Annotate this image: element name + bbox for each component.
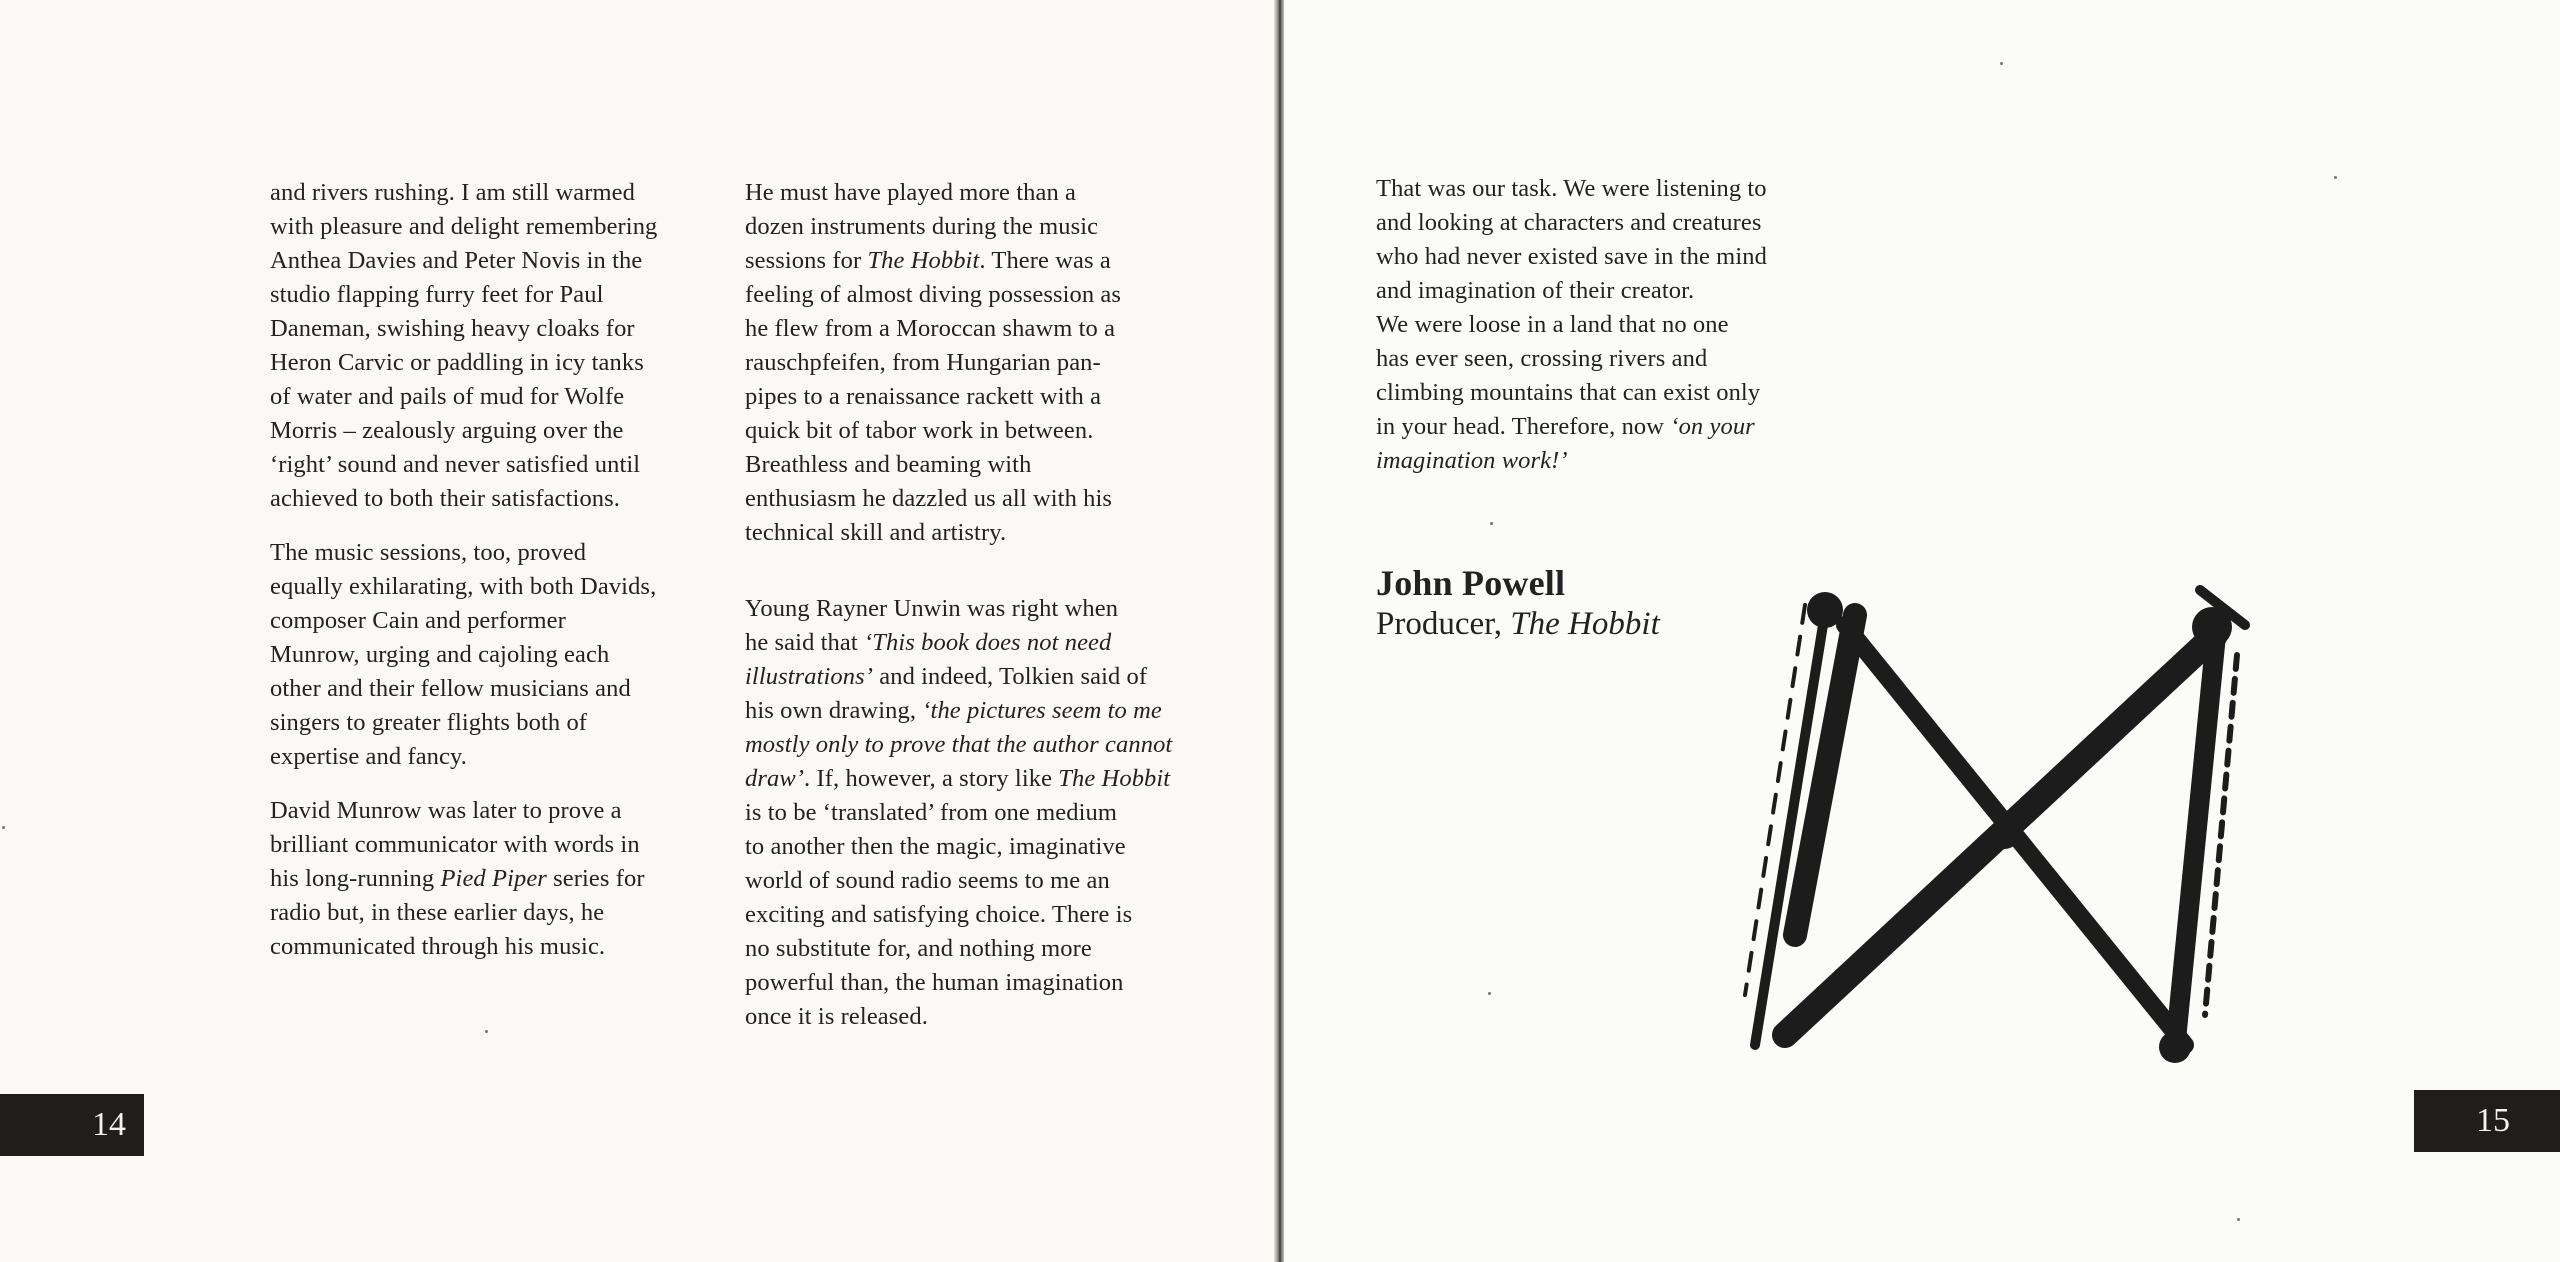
italic-title-hobbit: The Hobbit bbox=[1510, 606, 1660, 642]
paper-speck bbox=[2334, 176, 2337, 179]
text-segment: and indeed, Tolkien said of his own drawing, bbox=[745, 663, 1148, 724]
paper-speck bbox=[2237, 1218, 2240, 1221]
paragraph-music-sessions: The music sessions, too, proved equally exhilarating, with both Davids, composer Cain and performer Munrow, urging and cajoling each other and their fellow musicians and singers to greater flights both of expertise and fancy. bbox=[270, 539, 657, 770]
text-segment: That was our task. We were listening to and looking at characters and creatures who had never existed save in the mind and imagination of their creator. We were loose in a land that no one has ever seen, crossing rivers and climbing mountains that can exist only in your head. Therefore, now bbox=[1376, 175, 1767, 440]
paragraph-instruments bbox=[745, 176, 1185, 550]
text-segment: . If, however, a story like bbox=[804, 765, 1059, 792]
paper-speck bbox=[1490, 522, 1493, 525]
text-segment: . There was a feeling of almost diving possession as he flew from a Moroccan shawm to a rauschpfeifen, from Hungarian pan- pipes to a renaissance rackett with a quick bit of tabor work in between. Breathless and beaming with enthusiasm he dazzled us all with his technical skill and artistry. bbox=[745, 247, 1122, 546]
paragraph-munrow bbox=[270, 794, 720, 964]
paper-speck bbox=[2, 826, 5, 829]
text-segment: is to be ‘translated’ from one medium to another then the magic, imaginative world of sound radio seems to me an exciting and satisfying choice. There is no substitute for, and nothing more powerful than, the human imagination once it is released. bbox=[745, 799, 1133, 1030]
role-text: Producer, bbox=[1376, 606, 1511, 642]
text-segment: He must have played more than a dozen instruments during the music sessions for bbox=[745, 179, 1099, 274]
text-segment: David Munrow was later to prove a brilliant communicator with words in his long-running bbox=[270, 797, 640, 892]
right-column bbox=[1376, 172, 1816, 498]
paragraph-rivers: and rivers rushing. I am still warmed with pleasure and delight remembering Anthea Davies and Peter Novis in the studio flapping furry feet for Paul Daneman, swishing heavy cloaks for Heron Carvic or paddling in icy tanks of water and pails of mud for Wolfe Morris – zealously arguing over the ‘right’ sound and never satisfied until achieved to both their satisfactions. bbox=[270, 179, 658, 512]
left-column-1 bbox=[270, 176, 720, 984]
paper-speck bbox=[2000, 62, 2003, 65]
signature-name: John Powell bbox=[1376, 563, 1566, 603]
paper-speck bbox=[1488, 992, 1491, 995]
page-number-14: 14 bbox=[0, 1094, 144, 1156]
left-column-2 bbox=[745, 176, 1185, 1054]
paper-speck bbox=[485, 1030, 488, 1033]
italic-quote-tolkien: ‘the pictures seem to me mostly only to prove that the author cannot draw’ bbox=[745, 697, 1173, 792]
text-segment: Young Rayner Unwin was right when he said that bbox=[745, 595, 1119, 656]
italic-quote-imagination: ‘on your imagination work!’ bbox=[1376, 413, 1755, 474]
signature-role bbox=[1376, 606, 1660, 643]
dagaz-rune-icon bbox=[1705, 565, 2290, 1095]
paragraph-rayner-unwin bbox=[745, 592, 1185, 1034]
paragraph-our-task bbox=[1376, 172, 1816, 478]
text-segment: series for radio but, in these earlier days, he communicated through his music. bbox=[270, 865, 645, 960]
italic-title-hobbit: The Hobbit bbox=[1058, 765, 1171, 792]
italic-quote-illustrations: ‘This book does not need illustrations’ bbox=[745, 629, 1112, 690]
italic-title-hobbit: The Hobbit bbox=[867, 247, 980, 274]
page-number-15: 15 bbox=[2414, 1090, 2560, 1152]
left-page bbox=[0, 0, 1276, 1262]
italic-title-pied-piper: Pied Piper bbox=[440, 865, 547, 892]
